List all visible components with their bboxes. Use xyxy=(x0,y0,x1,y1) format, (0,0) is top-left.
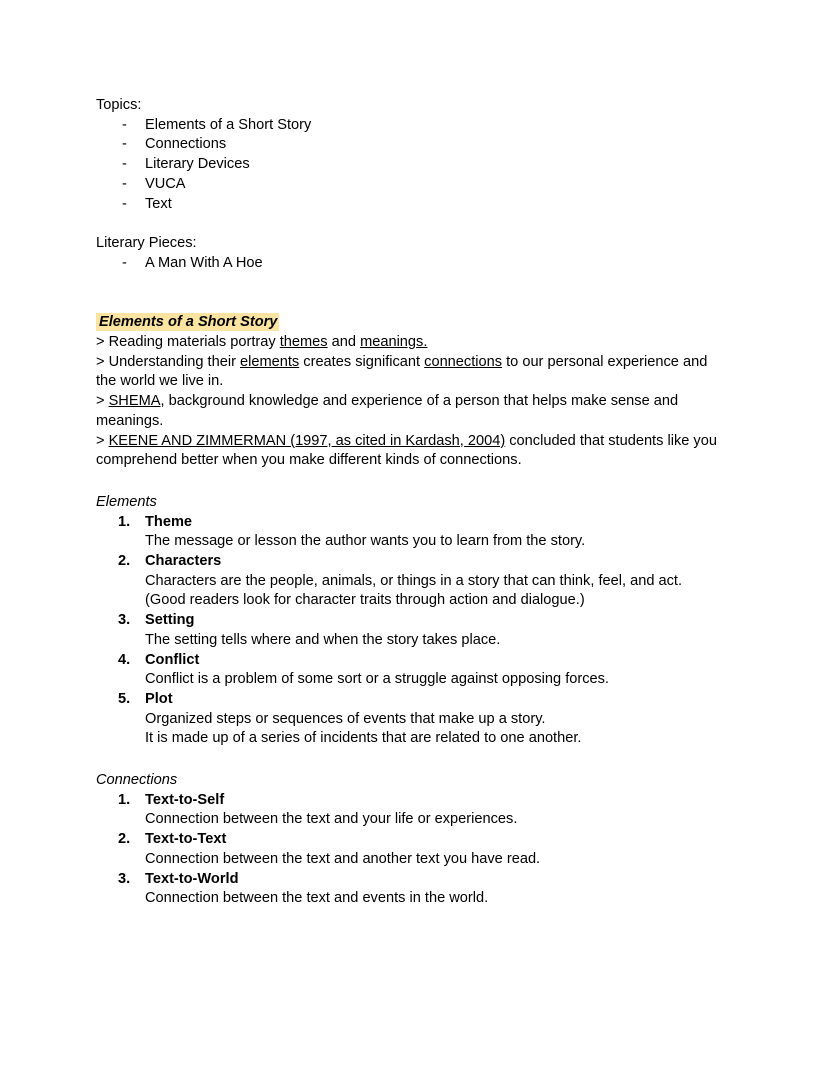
underlined-term: connections xyxy=(424,353,503,370)
item-title: Conflict xyxy=(145,651,200,668)
list-item xyxy=(96,195,722,215)
list-number-marker xyxy=(118,791,130,811)
angle-bracket-marker-icon: > xyxy=(96,353,109,370)
list-item xyxy=(96,135,722,155)
list-item xyxy=(96,175,722,195)
numbered-list-item xyxy=(96,513,722,552)
underlined-term: meanings. xyxy=(360,334,428,351)
bullet-text: Understanding their xyxy=(108,353,241,370)
list-item xyxy=(96,254,722,274)
section-heading xyxy=(96,313,722,333)
item-description: It is made up of a series of incidents that are related to one another. xyxy=(145,730,582,747)
list-item-label: Literary Devices xyxy=(145,156,250,173)
bullet-text: creates significant xyxy=(299,353,425,370)
section-bullet xyxy=(96,392,722,431)
underlined-term: SHEMA xyxy=(108,393,161,410)
item-title: Text-to-World xyxy=(145,870,239,887)
dash-bullet-icon: - xyxy=(122,254,127,271)
section-bullet xyxy=(96,333,722,353)
list-item-label: Connections xyxy=(145,136,227,153)
item-title: Plot xyxy=(145,690,173,707)
list-number-marker xyxy=(118,513,130,533)
item-title: Text-to-Self xyxy=(145,791,225,808)
item-title: Text-to-Text xyxy=(145,831,227,848)
item-description: Connection between the text and another text you have read. xyxy=(145,850,541,867)
list-item-label: A Man With A Hoe xyxy=(145,254,263,271)
elements-list xyxy=(96,513,722,749)
list-item-label: Elements of a Short Story xyxy=(145,116,312,133)
angle-bracket-marker-icon: > xyxy=(96,432,109,449)
angle-bracket-marker-icon: > xyxy=(96,334,109,351)
spacer xyxy=(96,471,722,493)
dash-bullet-icon: - xyxy=(122,156,127,173)
section-bullet xyxy=(96,432,722,471)
item-description: Characters are the people, animals, or things in a story that can think, feel, and act. xyxy=(145,572,683,589)
numbered-list-item xyxy=(96,611,722,650)
list-item xyxy=(96,116,722,136)
item-description: The setting tells where and when the story takes place. xyxy=(145,631,501,648)
elements-subheading: Elements xyxy=(96,493,157,510)
item-description: (Good readers look for character traits through action and dialogue.) xyxy=(145,592,585,609)
connections-subheading: Connections xyxy=(96,772,178,789)
list-number-marker xyxy=(118,870,130,890)
list-item-label: VUCA xyxy=(145,175,186,192)
list-number-marker xyxy=(118,611,130,631)
dash-bullet-icon: - xyxy=(122,136,127,153)
connections-list xyxy=(96,791,722,909)
underlined-term: KEENE AND ZIMMERMAN (1997, as cited in Kardash, 2004) xyxy=(108,432,506,449)
spacer xyxy=(96,214,722,234)
list-number-marker xyxy=(118,651,130,671)
underlined-term: themes xyxy=(279,334,328,351)
spacer xyxy=(96,273,722,313)
list-item xyxy=(96,155,722,175)
numbered-list-item xyxy=(96,651,722,690)
dash-bullet-icon: - xyxy=(122,195,127,212)
numbered-list-item xyxy=(96,791,722,830)
literary-pieces-label: Literary Pieces: xyxy=(96,234,197,251)
list-number-marker xyxy=(118,830,130,850)
bullet-text: , background knowledge and experience of a person that helps make sense and meanings. xyxy=(96,393,679,429)
section-bullet xyxy=(96,353,722,392)
item-description: Conflict is a problem of some sort or a struggle against opposing forces. xyxy=(145,671,609,688)
dash-bullet-icon: - xyxy=(122,175,127,192)
document-body xyxy=(96,96,722,909)
numbered-list-item xyxy=(96,830,722,869)
item-description: Organized steps or sequences of events that make up a story. xyxy=(145,710,546,727)
topics-list xyxy=(96,116,722,215)
section-bullets xyxy=(96,333,722,471)
bullet-text: and xyxy=(327,334,361,351)
numbered-list-item xyxy=(96,690,722,749)
literary-pieces-list xyxy=(96,254,722,274)
underlined-term: elements xyxy=(240,353,300,370)
bullet-text: Reading materials portray xyxy=(108,334,280,351)
dash-bullet-icon: - xyxy=(122,116,127,133)
item-title: Theme xyxy=(145,513,193,530)
item-description: The message or lesson the author wants you to learn from the story. xyxy=(145,533,586,550)
bullet-text: concluded that students like you comprehend better when you make different kinds of connections. xyxy=(96,432,717,469)
spacer xyxy=(96,749,722,771)
bullet-text: to our personal experience and the world we live in. xyxy=(96,353,708,390)
numbered-list-item xyxy=(96,552,722,611)
list-item-label: Text xyxy=(145,195,172,212)
item-description: Connection between the text and your life or experiences. xyxy=(145,811,518,828)
item-description: Connection between the text and events in the world. xyxy=(145,890,489,907)
list-number-marker xyxy=(118,690,130,710)
section-heading-text: Elements of a Short Story xyxy=(96,313,279,331)
item-title: Characters xyxy=(145,553,222,570)
angle-bracket-marker-icon: > xyxy=(96,393,109,410)
item-title: Setting xyxy=(145,612,195,629)
numbered-list-item xyxy=(96,870,722,909)
topics-label: Topics: xyxy=(96,97,142,113)
list-number-marker xyxy=(118,552,130,572)
